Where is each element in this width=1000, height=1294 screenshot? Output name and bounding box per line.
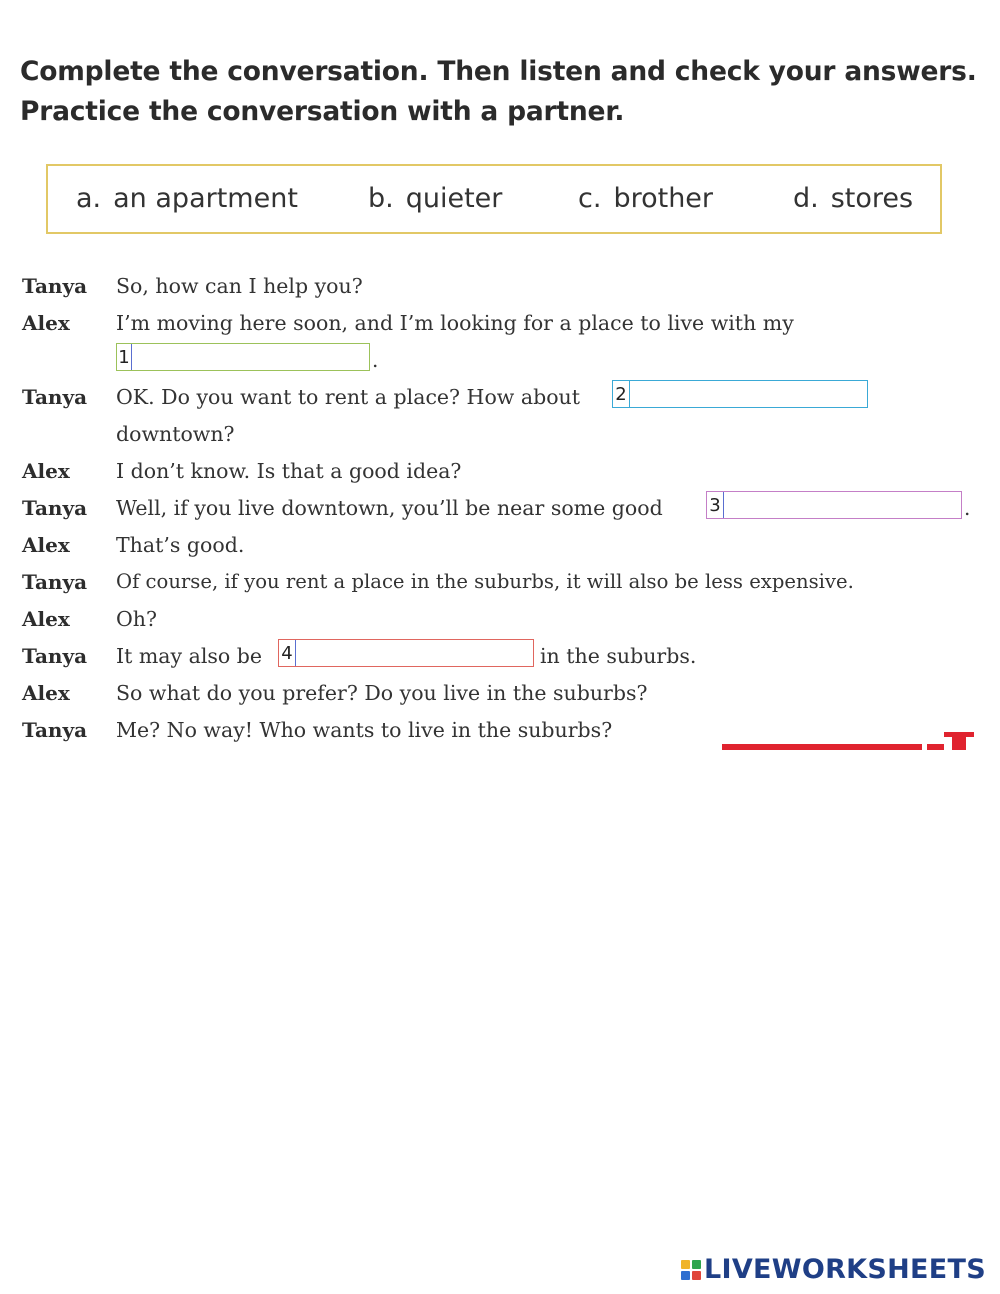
answer-input-1[interactable] bbox=[132, 344, 369, 370]
punctuation: . bbox=[372, 348, 379, 372]
speaker-label: Tanya bbox=[22, 496, 88, 520]
instructions-line-2: Practice the conversation with a partner. bbox=[20, 96, 625, 127]
blank-number: 2 bbox=[613, 381, 630, 407]
answer-input-4[interactable] bbox=[296, 640, 533, 666]
dialogue-line: Me? No way! Who wants to live in the suburbs? bbox=[116, 718, 613, 742]
dialogue-line: downtown? bbox=[116, 422, 235, 446]
blank-number: 1 bbox=[117, 344, 132, 370]
logo-square bbox=[692, 1271, 701, 1280]
speaker-label: Tanya bbox=[22, 274, 88, 298]
heading-fragment-bar-end bbox=[927, 744, 944, 750]
speaker-label: Tanya bbox=[22, 718, 88, 742]
liveworksheets-brand: LIVEWORKSHEETS bbox=[703, 1254, 986, 1285]
blank-number: 3 bbox=[707, 492, 724, 518]
liveworksheets-logo-icon bbox=[681, 1260, 701, 1280]
instructions-line-1: Complete the conversation. Then listen and check your answers. bbox=[20, 56, 977, 87]
answer-blank-3 bbox=[706, 491, 962, 519]
answer-blank-4 bbox=[278, 639, 534, 667]
dialogue-line: It may also be bbox=[116, 644, 263, 668]
speaker-label: Tanya bbox=[22, 385, 88, 409]
dialogue-line: Oh? bbox=[116, 607, 157, 631]
dialogue-line: So what do you prefer? Do you live in the suburbs? bbox=[116, 681, 648, 705]
punctuation: . bbox=[964, 496, 971, 520]
word-option-c: c. brother bbox=[578, 183, 714, 214]
answer-blank-2 bbox=[612, 380, 868, 408]
cropped-heading-fragment bbox=[722, 732, 974, 750]
word-option-d: d. stores bbox=[793, 183, 914, 214]
speaker-label: Alex bbox=[22, 681, 70, 705]
dialogue-line-continuation: in the suburbs. bbox=[540, 644, 697, 668]
dialogue-line: That’s good. bbox=[116, 533, 245, 557]
answer-blank-1 bbox=[116, 343, 370, 371]
dialogue-line: Well, if you live downtown, you’ll be near some good bbox=[116, 496, 663, 520]
dialogue-line: Of course, if you rent a place in the suburbs, it will also be less expensive. bbox=[116, 570, 854, 593]
speaker-label: Alex bbox=[22, 533, 70, 557]
word-option-a: a. an apartment bbox=[76, 183, 298, 214]
dialogue-line: I’m moving here soon, and I’m looking for a place to live with my bbox=[116, 311, 794, 335]
speaker-label: Tanya bbox=[22, 570, 88, 594]
heading-fragment-bar bbox=[722, 744, 922, 750]
answer-input-3[interactable] bbox=[724, 492, 961, 518]
logo-square bbox=[692, 1260, 701, 1269]
logo-square bbox=[681, 1260, 690, 1269]
speaker-label: Alex bbox=[22, 459, 70, 483]
heading-fragment-t-stem bbox=[952, 732, 966, 750]
liveworksheets-footer bbox=[681, 1254, 986, 1285]
answer-input-2[interactable] bbox=[630, 381, 867, 407]
speaker-label: Alex bbox=[22, 607, 70, 631]
logo-square bbox=[681, 1271, 690, 1280]
speaker-label: Alex bbox=[22, 311, 70, 335]
dialogue-line: OK. Do you want to rent a place? How about bbox=[116, 385, 580, 409]
blank-number: 4 bbox=[279, 640, 296, 666]
word-option-b: b. quieter bbox=[368, 183, 503, 214]
speaker-label: Tanya bbox=[22, 644, 88, 668]
dialogue-line: So, how can I help you? bbox=[116, 274, 363, 298]
dialogue-line: I don’t know. Is that a good idea? bbox=[116, 459, 462, 483]
